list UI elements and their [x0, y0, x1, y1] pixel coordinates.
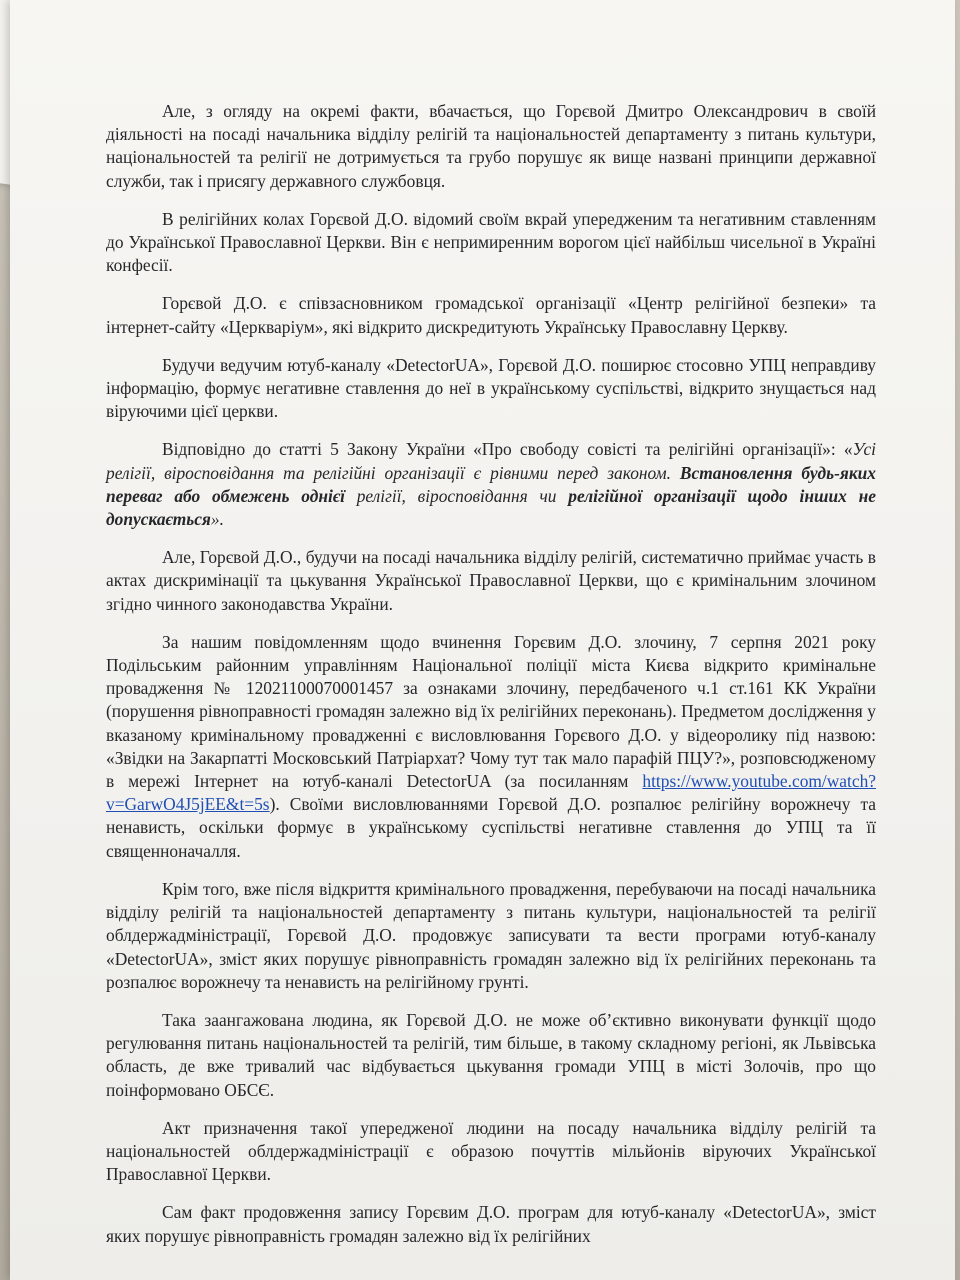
paragraph-5-law-quote	[106, 438, 876, 531]
youtube-link[interactable]: https://www.youtube.com/watch?v=GarwO4J5jEE&t=5s	[106, 771, 876, 815]
paragraph-9: Така заангажована людина, як Горєвой Д.О. не може об’єктивно виконувати функції щодо регулювання питань національностей та релігій, тим більше, в такому складному регіоні, як Львівська область, де вже тривалий час відбувається цькування громади УПЦ в місті Золочів, про що поінформовано ОБСЄ.	[106, 1009, 876, 1100]
paragraph-1: Але, з огляду на окремі факти, вбачається, що Горєвой Дмитро Олександрович в своїй діяльності на посаді начальника відділу релігій та національностей департаменту з питань культури, національностей та релігії не дотримується та грубо порушує як вище названі принципи державної служби, так і присягу державного службовця.	[106, 101, 876, 191]
law-quote-part-4: релігійної організації щодо інших не допускається	[106, 485, 876, 530]
paragraph-2: В релігійних колах Горєвой Д.О. відомий своїм вкрай упередженим та негативним ставленням до Української Православної Церкви. Він є непримиренним ворогом цієї найбільш чисельної в Україні конфесії.	[106, 208, 876, 276]
paragraph-3: Горєвой Д.О. є співзасновником громадської організації «Центр релігійної безпеки» та інтернет-сайту «Церкваріум», які відкрито дискредитують Українську Православну Церкву.	[106, 293, 876, 337]
paragraph-10: Акт призначення такої упередженої людини на посаду начальника відділу релігій та національностей облдержадміністрації є образою почуттів мільйонів віруючих Української Православної Церкви.	[106, 1117, 876, 1185]
paragraph-6: Але, Горєвой Д.О., будучи на посаді начальника відділу релігій, систематично приймає участь в актах дискримінації та цькування Української Православної Церкви, що є кримінальним злочином згідно чинного законодавства України.	[106, 547, 876, 614]
document-body	[106, 100, 876, 1263]
paragraph-4: Будучи ведучим ютуб-каналу «DetectorUA», Горєвой Д.О. поширює стосовно УПЦ неправдиву інформацію, формує негативне ставлення до неї в українському суспільстві, відкрито знущається над віруючими цієї церкви.	[106, 354, 876, 422]
paragraph-11: Сам факт продовження запису Горєвим Д.О. програм для ютуб-каналу «DetectorUA», зміст яких порушує рівноправність громадян залежно від їх релігійних	[106, 1202, 876, 1246]
criminal-case-text-end: ). Своїми висловлюваннями Горєвой Д.О. розпалює релігійну ворожнечу та ненависть, оскільки формує в українському суспільстві негативне ставлення до УПЦ та її священноначалля.	[106, 794, 876, 861]
law-quote-part-2: Встановлення будь-яких переваг або обмежень однієї	[106, 462, 877, 506]
paragraph-7-criminal-case	[106, 631, 876, 863]
document-page	[10, 0, 955, 1280]
paragraph-8: Крім того, вже після відкриття кримінального провадження, перебуваючи на посаді начальника відділу релігій та національностей департаменту з питань культури, національностей та релігії облдержадміністрації, Горєвой Д.О. продовжує записувати та вести програми ютуб-каналу «DetectorUA», зміст яких порушує рівноправність громадян залежно від їх релігійних переконань та розпалює ворожнечу та ненависть на релігійному грунті.	[106, 878, 876, 992]
law-quote-part-3: релігії, віросповідання чи	[344, 485, 569, 506]
law-quote-part-1: Усі релігії, віросповідання та релігійні організації є рівними перед законом.	[106, 439, 876, 483]
criminal-case-text: За нашим повідомленням щодо вчинення Горєвим Д.О. злочину, 7 серпня 2021 року Подільським районним управлінням Національної поліції міста Києва відкрито кримінальне провадження № 12021100070001457 за ознаками злочину, передбаченого ч.1 ст.161 КК України (порушення рівноправності громадян залежно від їх релігійних переконань). Предметом дослідження у вказаному кримінальному провадженні є висловлювання Горєвого Д.О. у відеоролику під назвою: «Звідки на Закарпатті Московський Патріархат? Чому тут так мало парафій ПЦУ?», розповсюдженому в мережі Інтернет на ютуб-каналі DetectorUA (за посиланням	[106, 631, 876, 792]
law-quote-end: ».	[210, 509, 224, 530]
law-quote-intro: Відповідно до статті 5 Закону України «Про свободу совісті та релігійні організації»: «	[162, 439, 853, 460]
